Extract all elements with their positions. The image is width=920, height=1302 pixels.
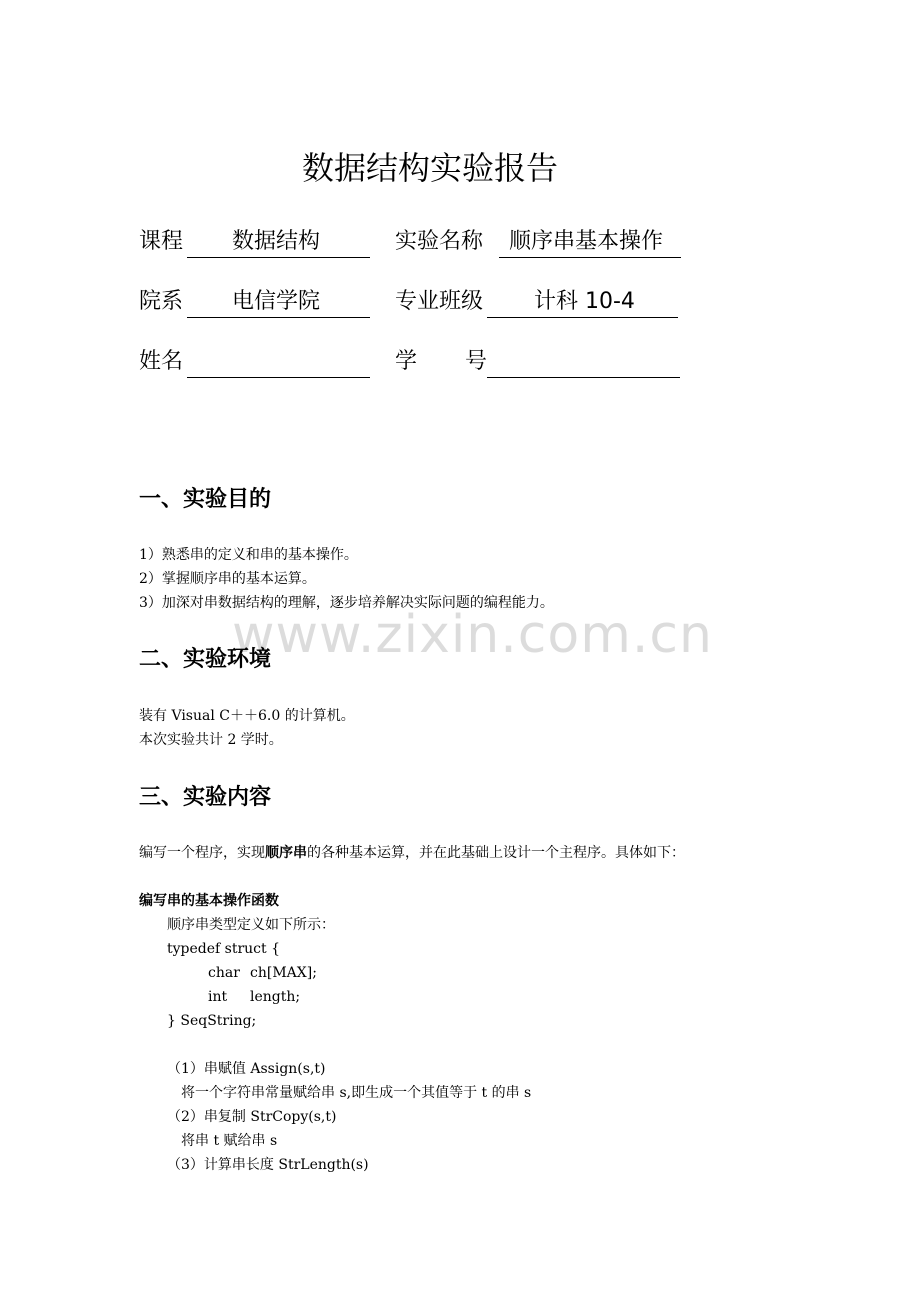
class-value: 计科 10-4: [534, 289, 635, 314]
watermark: www.zixin.com.cn: [232, 605, 713, 665]
course-field: [187, 226, 370, 258]
report-title: 数据结构实验报告: [301, 149, 558, 187]
op-strcopy-desc: 将串 t 赋给串 s: [181, 1133, 278, 1149]
op-assign: （1）串赋值 Assign(s,t): [167, 1061, 326, 1077]
section-environment-heading: 二、实验环境: [139, 647, 272, 672]
course-value: 数据结构: [232, 229, 321, 254]
op-assign-desc: 将一个字符串常量赋给串 s,即生成一个其值等于 t 的串 s: [181, 1085, 532, 1101]
environment-item-2: 本次实验共计 2 学时。: [139, 732, 283, 748]
purpose-item-2: 2）掌握顺序串的基本运算。: [139, 571, 316, 587]
purpose-item-3: 3）加深对串数据结构的理解，逐步培养解决实际问题的编程能力。: [139, 595, 554, 611]
student-id-label-1: 学: [395, 349, 418, 374]
code-line-4: } SeqString;: [167, 1013, 257, 1029]
section-purpose-heading: 一、实验目的: [139, 487, 272, 512]
code-line-3-variable: length;: [250, 989, 301, 1005]
department-value: 电信学院: [232, 289, 321, 314]
experiment-name-field: [499, 226, 681, 258]
name-field: [187, 346, 370, 378]
op-strlength: （3）计算串长度 StrLength(s): [167, 1157, 369, 1173]
content-intro: [139, 841, 685, 865]
section-content-heading: 三、实验内容: [139, 785, 272, 810]
code-line-1: typedef struct {: [167, 941, 281, 957]
department-field: [187, 286, 370, 318]
content-intro-before: 编写一个程序，实现: [139, 845, 265, 861]
student-id-label-2: 号: [465, 349, 488, 374]
code-line-2-variable: ch[MAX];: [250, 965, 317, 981]
content-intro-bold: 顺序串: [265, 845, 307, 861]
purpose-item-1: 1）熟悉串的定义和串的基本操作。: [139, 547, 358, 563]
student-id-field: [487, 346, 680, 378]
code-line-3-keyword: int: [208, 989, 228, 1005]
op-strcopy: （2）串复制 StrCopy(s,t): [167, 1109, 337, 1125]
name-label: 姓名: [139, 349, 184, 374]
environment-item-1: 装有 Visual C＋＋6.0 的计算机。: [139, 708, 355, 724]
course-label: 课程: [139, 229, 184, 254]
content-subheading: 编写串的基本操作函数: [139, 893, 279, 909]
content-intro-after: 的各种基本运算，并在此基础上设计一个主程序。具体如下：: [307, 845, 685, 861]
code-line-2-keyword: char: [208, 965, 240, 981]
class-label: 专业班级: [395, 289, 484, 314]
experiment-name-label: 实验名称: [395, 229, 484, 254]
class-field: [487, 286, 678, 318]
department-label: 院系: [139, 289, 184, 314]
experiment-name-value: 顺序串基本操作: [509, 229, 664, 254]
type-def-intro: 顺序串类型定义如下所示：: [167, 917, 335, 933]
